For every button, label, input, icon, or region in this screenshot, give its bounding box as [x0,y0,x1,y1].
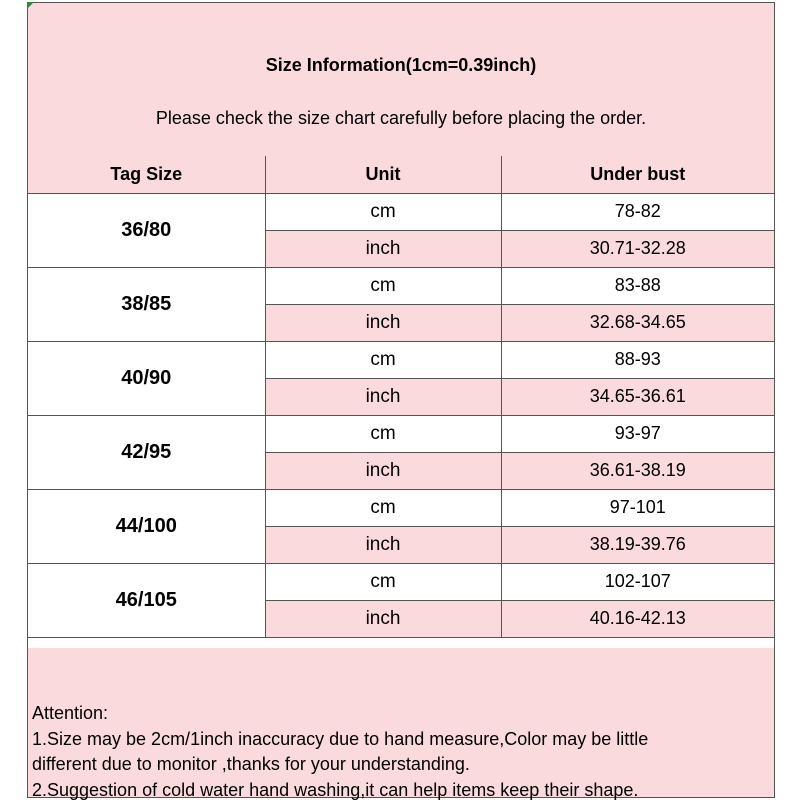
unit-cell: cm [265,267,501,304]
unit-cell: inch [265,452,501,489]
measurement-cell: 83-88 [501,267,774,304]
table-row [28,341,774,378]
measurement-cell: 36.61-38.19 [501,452,774,489]
measurement-cell: 78-82 [501,193,774,230]
unit-cell: cm [265,415,501,452]
corner-marker [27,2,34,9]
header-unit: Unit [265,156,501,193]
tag-size-cell: 44/100 [28,489,265,563]
attention-section [28,648,774,797]
tag-size-cell: 40/90 [28,341,265,415]
unit-cell: inch [265,304,501,341]
attention-line: 1.Size may be 2cm/1inch inaccuracy due to hand measure,Color may be little [32,727,774,753]
tag-size-cell: 46/105 [28,563,265,637]
measurement-cell: 102-107 [501,563,774,600]
measurement-cell: 34.65-36.61 [501,378,774,415]
measurement-cell: 93-97 [501,415,774,452]
table-row [28,193,774,230]
measurement-cell: 97-101 [501,489,774,526]
measurement-cell: 38.19-39.76 [501,526,774,563]
unit-cell: cm [265,341,501,378]
measurement-cell: 32.68-34.65 [501,304,774,341]
unit-cell: inch [265,230,501,267]
chart-title: Size Information(1cm=0.39inch) [28,3,774,80]
table-row [28,563,774,600]
unit-cell: inch [265,378,501,415]
tag-size-cell: 36/80 [28,193,265,267]
table-row [28,267,774,304]
attention-line: different due to monitor ,thanks for your understanding. [32,752,774,778]
attention-heading: Attention: [32,701,774,727]
unit-cell: cm [265,193,501,230]
measurement-cell: 40.16-42.13 [501,600,774,637]
header-tag-size: Tag Size [28,156,265,193]
tag-size-cell: 42/95 [28,415,265,489]
table-row [28,489,774,526]
table-row [28,415,774,452]
tag-size-cell: 38/85 [28,267,265,341]
size-table [28,156,774,638]
measurement-cell: 88-93 [501,341,774,378]
attention-line: 2.Suggestion of cold water hand washing,it can help items keep their shape. [32,778,774,803]
unit-cell: inch [265,600,501,637]
unit-cell: inch [265,526,501,563]
unit-cell: cm [265,489,501,526]
notice-text: Please check the size chart carefully before placing the order. [28,80,774,156]
unit-cell: cm [265,563,501,600]
size-chart-frame [27,2,775,798]
header-under-bust: Under bust [501,156,774,193]
table-header-row [28,156,774,193]
measurement-cell: 30.71-32.28 [501,230,774,267]
